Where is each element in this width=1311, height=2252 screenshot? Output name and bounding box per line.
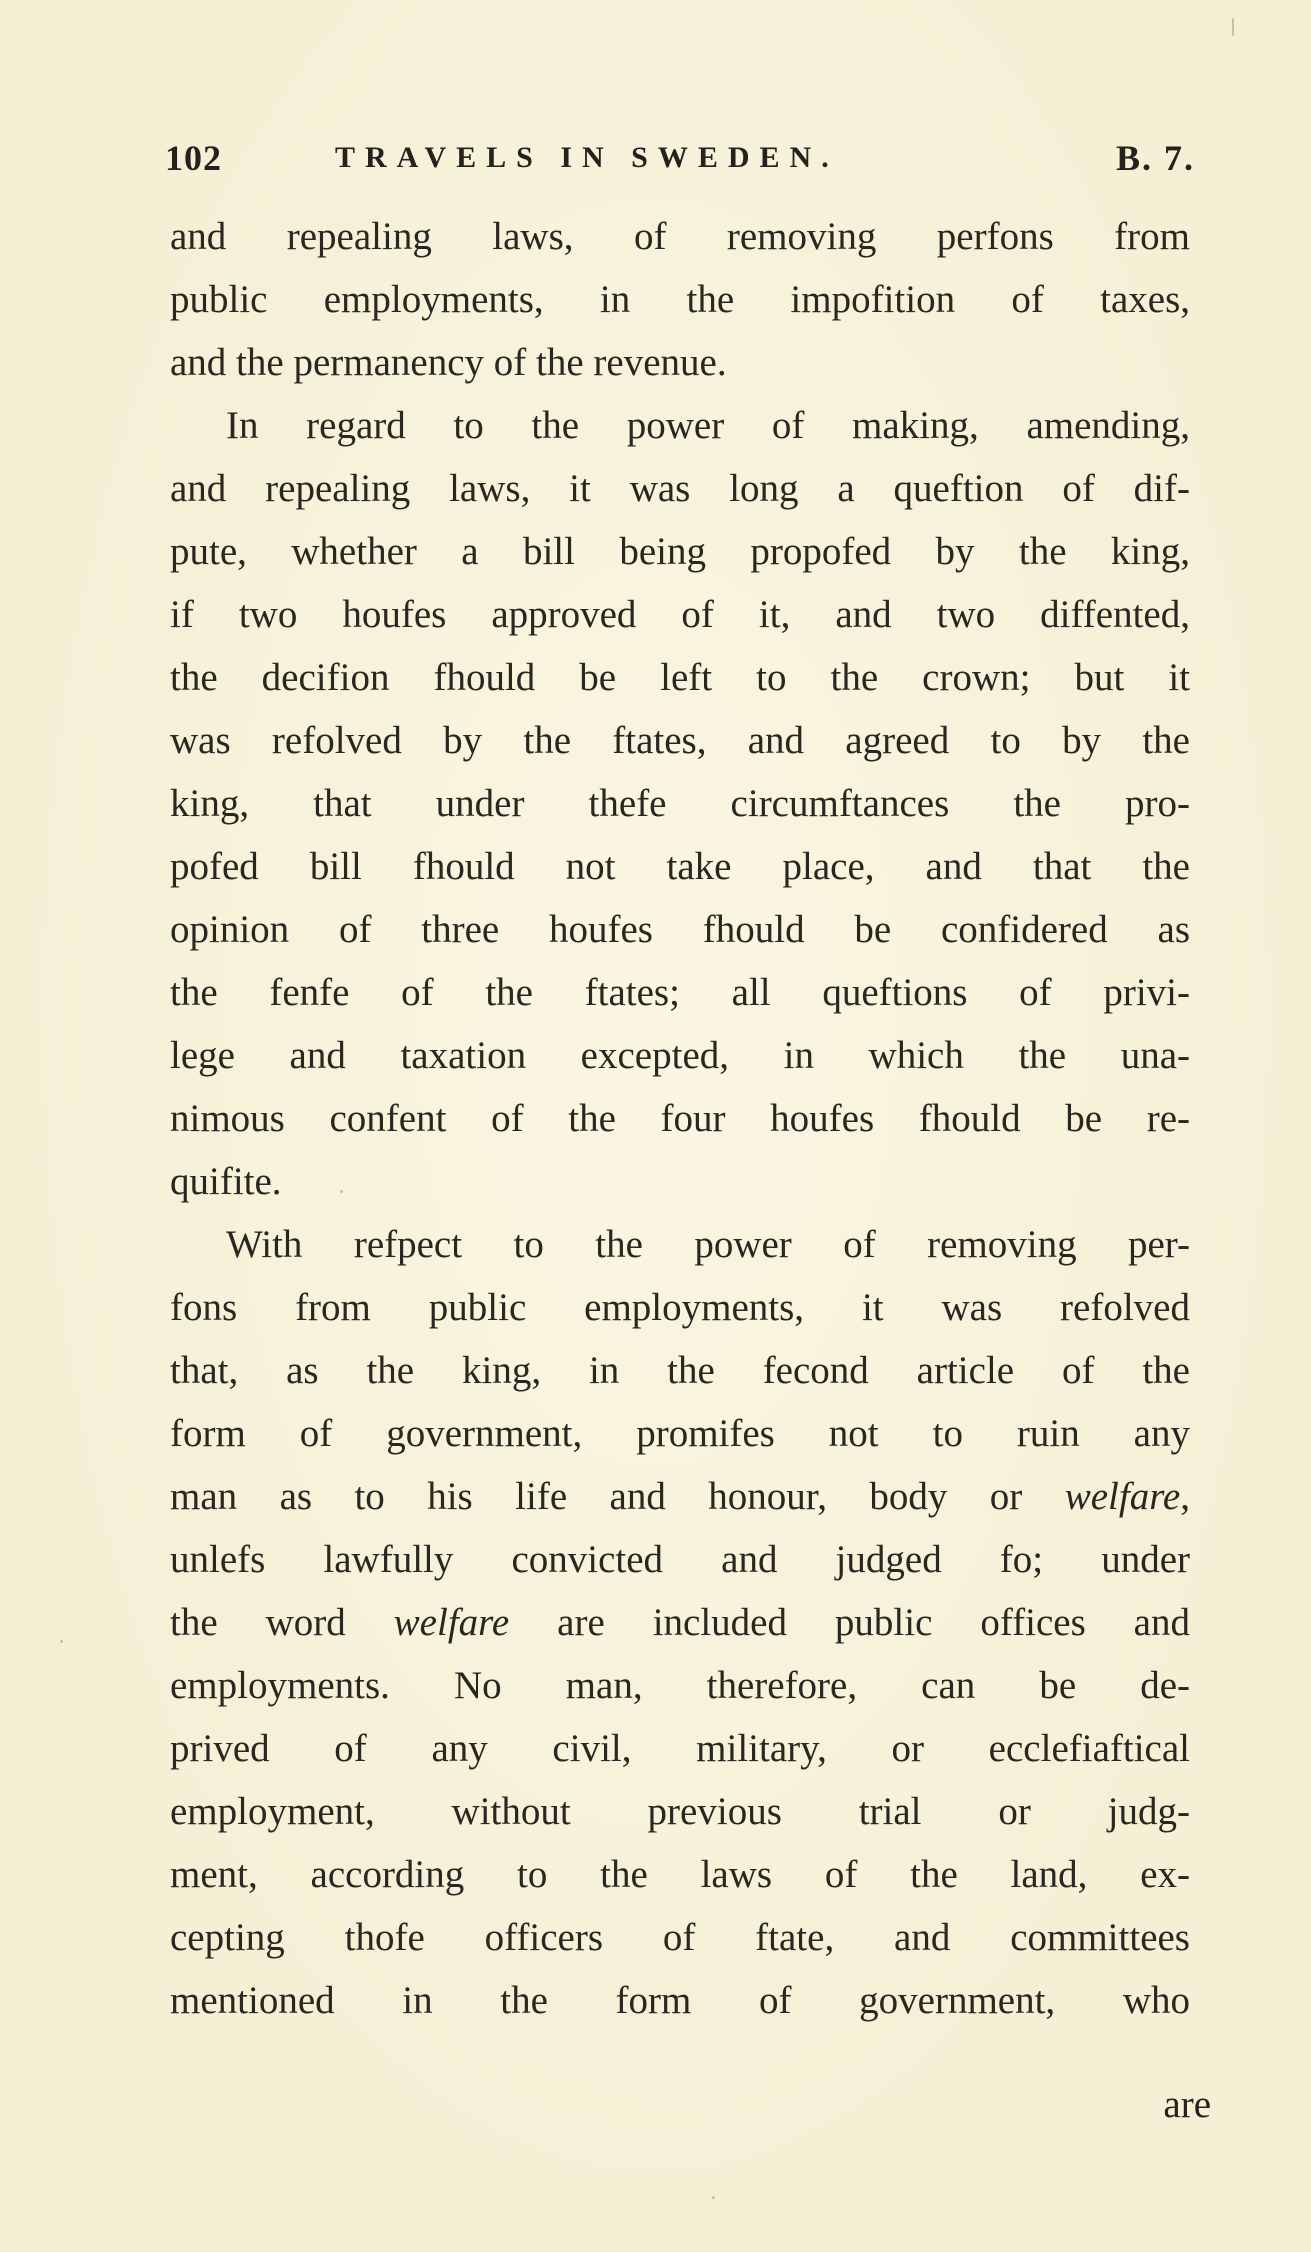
running-title: TRAVELS IN SWEDEN. — [335, 141, 839, 174]
text-line: nimous confent of the four houfes fhould be re- — [170, 1097, 1190, 1140]
text-line: employments. No man, therefore, can be de- — [170, 1664, 1190, 1707]
italic-word: welfare — [1064, 1475, 1181, 1518]
text-line: man as to his life and honour, body or welfare, — [170, 1475, 1190, 1518]
text-line: the word welfare are included public offices and — [170, 1601, 1190, 1644]
text-line: pute, whether a bill being propofed by the king, — [170, 530, 1190, 573]
text-line: lege and taxation excepted, in which the una- — [170, 1034, 1190, 1077]
text-line: In regard to the power of making, amending, — [226, 404, 1190, 447]
text-line: prived of any civil, military, or ecclefiaftical — [170, 1727, 1190, 1770]
text-line: form of government, promifes not to ruin any — [170, 1412, 1190, 1455]
text-line: public employments, in the impofition of taxes, — [170, 278, 1190, 321]
paper-speck — [712, 2196, 715, 2199]
text-line: With refpect to the power of removing per- — [226, 1223, 1190, 1266]
page-number: 102 — [165, 138, 222, 178]
text-line: unlefs lawfully convicted and judged fo; under — [170, 1538, 1190, 1581]
text-line: if two houfes approved of it, and two diffented, — [170, 593, 1190, 636]
text-line: pofed bill fhould not take place, and that the — [170, 845, 1190, 888]
text-line: was refolved by the ftates, and agreed to by the — [170, 719, 1190, 762]
section-mark: B. 7. — [1115, 138, 1195, 178]
text-line: cepting thofe officers of ftate, and committees — [170, 1916, 1190, 1959]
text-line: ment, according to the laws of the land, ex- — [170, 1853, 1190, 1896]
italic-word: welfare — [393, 1601, 510, 1644]
text-line: and the permanency of the revenue. — [170, 341, 727, 384]
paper-speck — [60, 1640, 63, 1643]
text-line: fons from public employments, it was refolved — [170, 1286, 1190, 1329]
catchword: are — [1163, 2083, 1211, 2126]
page-text-body — [170, 205, 1190, 2032]
text-line: and repealing laws, of removing perfons from — [170, 215, 1190, 258]
text-line: the decifion fhould be left to the crown; but it — [170, 656, 1190, 699]
running-header — [165, 128, 1195, 188]
text-line: king, that under thefe circumftances the pro- — [170, 782, 1190, 825]
text-line: and repealing laws, it was long a queftion of dif- — [170, 467, 1190, 510]
paper-speck — [340, 1190, 343, 1193]
text-line: opinion of three houfes fhould be confidered as — [170, 908, 1190, 951]
text-line: employment, without previous trial or judg- — [170, 1790, 1190, 1833]
paper-mark — [1232, 18, 1234, 36]
text-line: the fenfe of the ftates; all queftions of privi- — [170, 971, 1190, 1014]
text-line: that, as the king, in the fecond article of the — [170, 1349, 1190, 1392]
text-line: quifite. — [170, 1160, 282, 1203]
text-line: mentioned in the form of government, who — [170, 1979, 1190, 2022]
